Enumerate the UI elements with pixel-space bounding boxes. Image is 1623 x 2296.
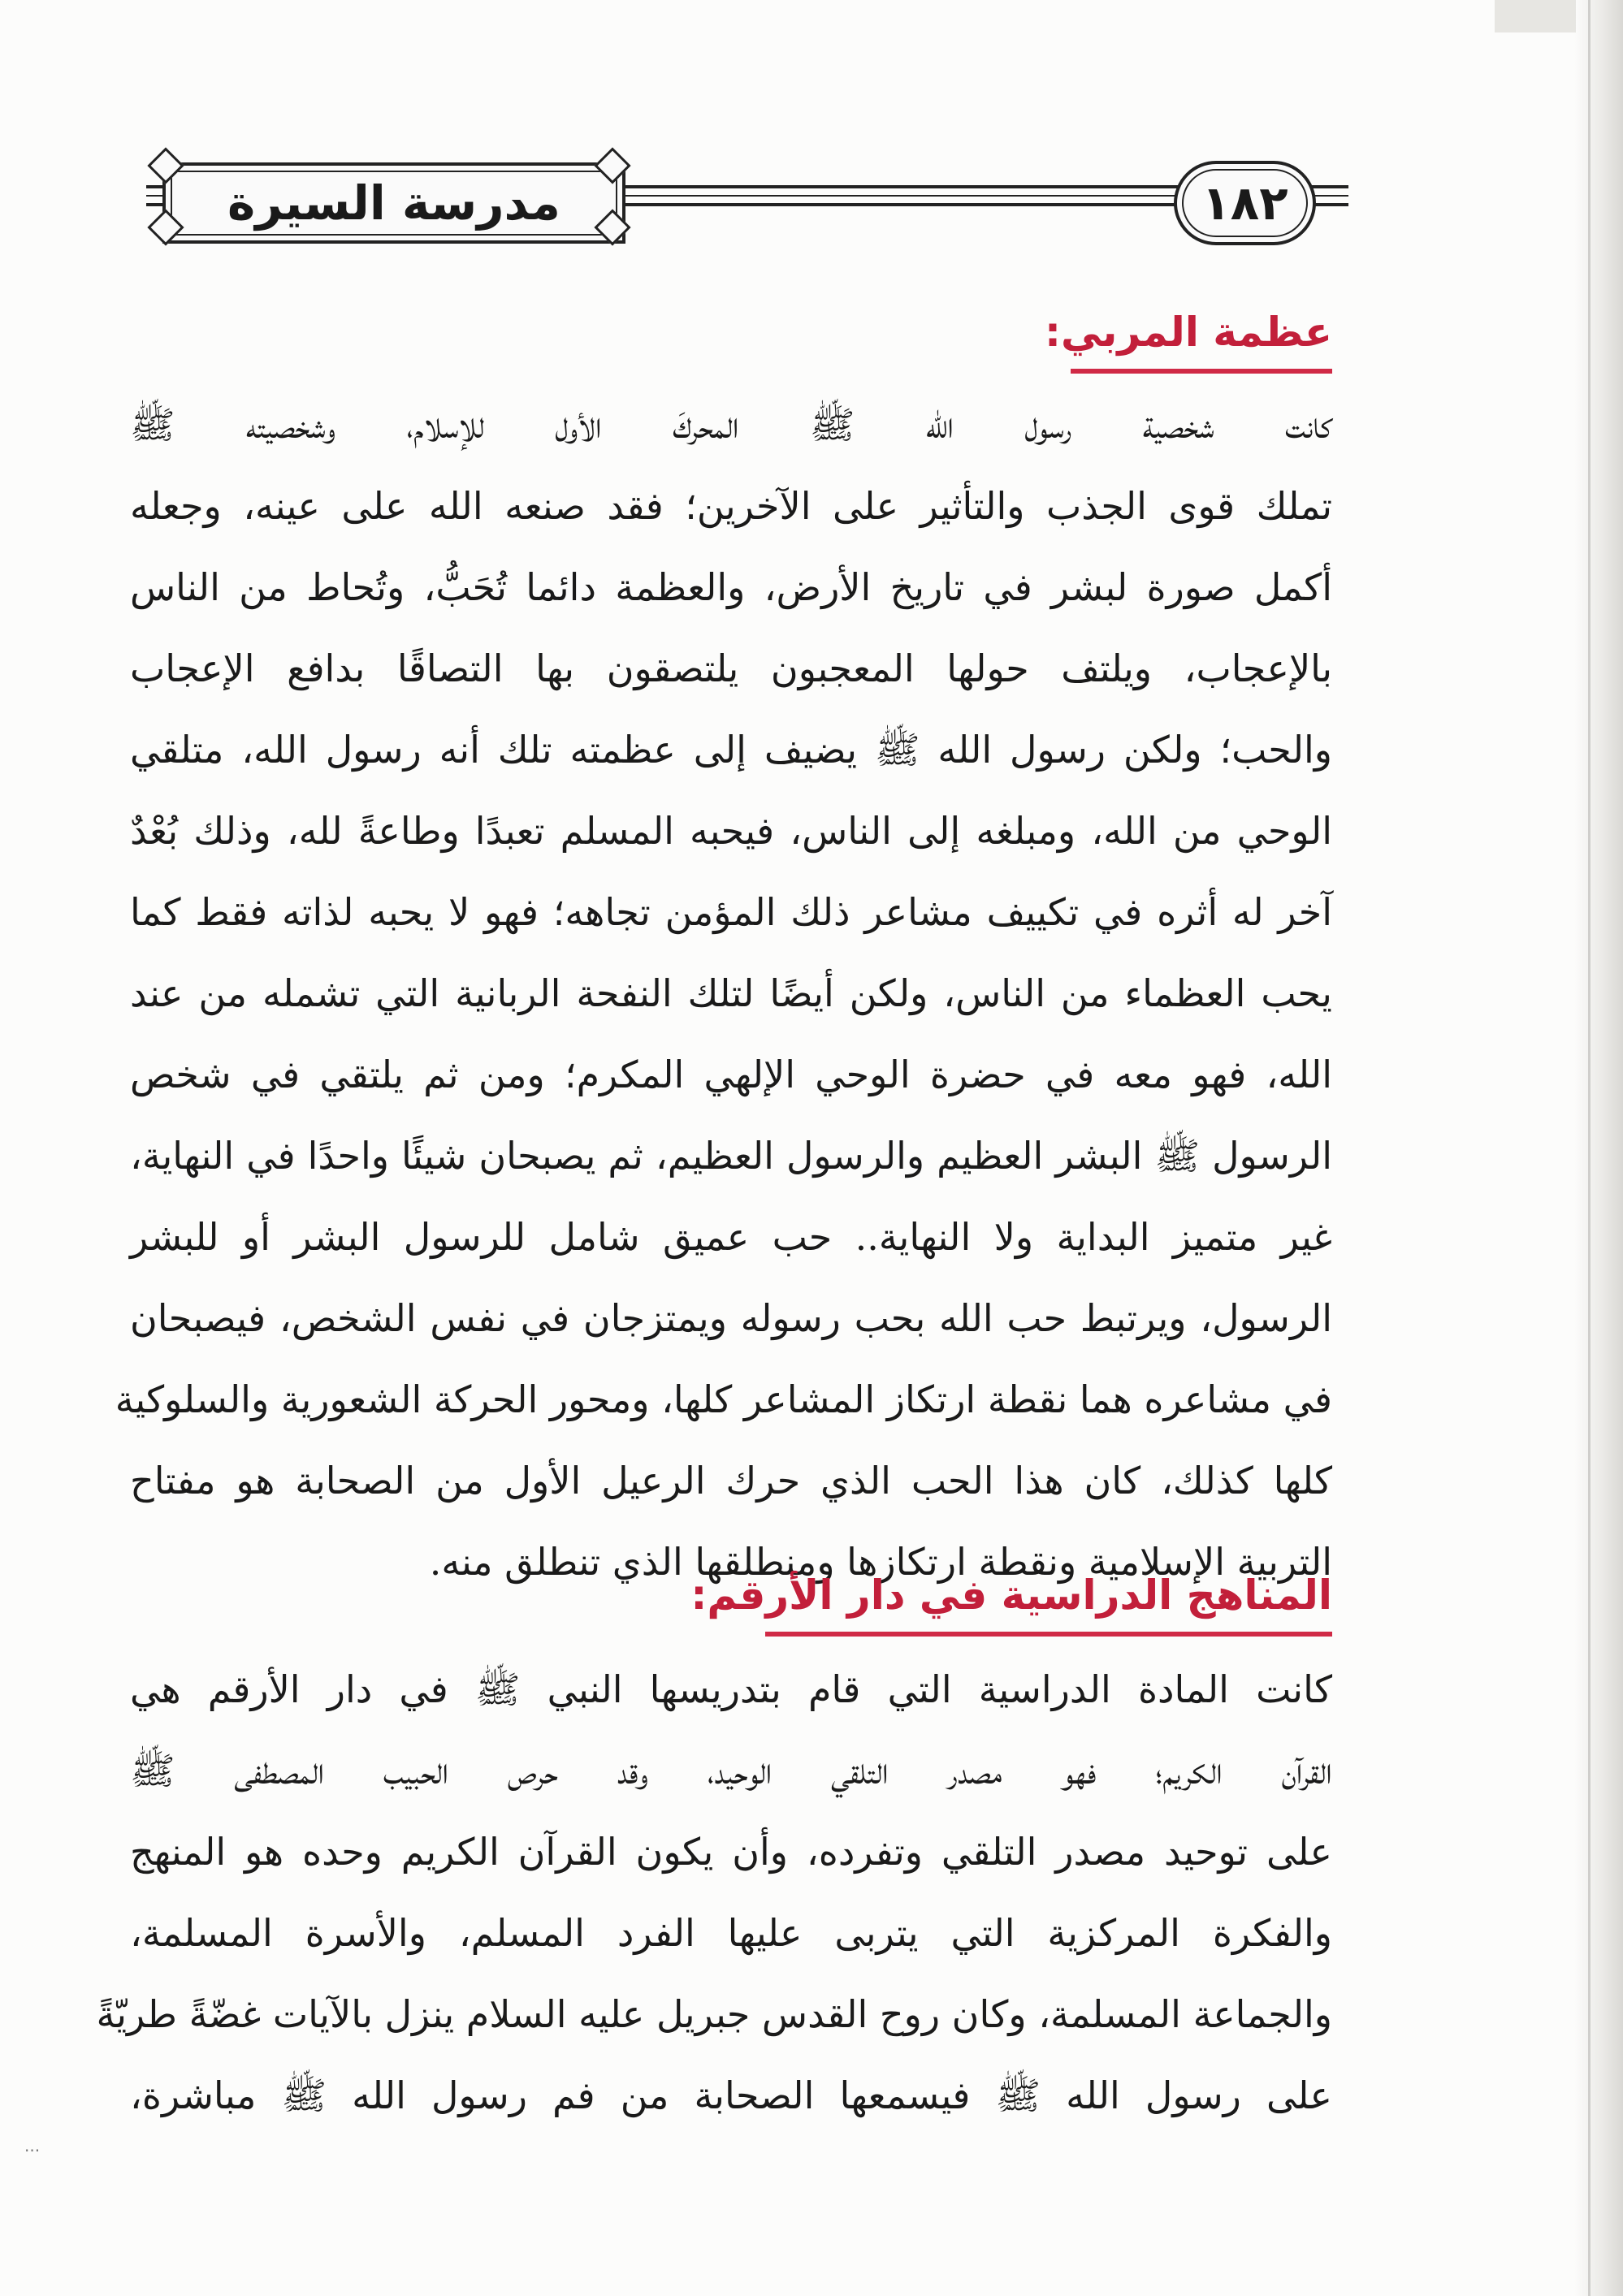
- text-line: الرسول ﷺ البشر العظيم والرسول العظيم، ثم يصبحان شيئًا واحدًا في النهاية،: [130, 1134, 1332, 1178]
- text-line: بالإعجاب، ويلتف حولها المعجبون يلتصقون بها التصاقًا بدافع الإعجاب: [130, 646, 1332, 690]
- page-number: ١٨٢: [1201, 175, 1288, 231]
- running-title: مدرسة السيرة: [227, 175, 560, 231]
- running-title-frame: [162, 162, 625, 244]
- text-line: على توحيد مصدر التلقي وتفرده، وأن يكون القرآن الكريم وحده هو المنهج: [130, 1830, 1332, 1874]
- section1-body: [115, 384, 1332, 1602]
- text-line: أكمل صورة لبشر في تاريخ الأرض، والعظمة دائما تُحَبُّ، وتُحاط من الناس: [130, 565, 1332, 609]
- section-heading-underline: [765, 1632, 1332, 1637]
- text-line: القرآن الكريم؛ فهو مصدر التلقي الوحيد، وقد حرص الحبيب المصطفى ﷺ: [130, 1749, 1332, 1792]
- text-line: والحب؛ ولكن رسول الله ﷺ يضيف إلى عظمته تلك أنه رسول الله، متلقي: [130, 728, 1332, 772]
- page-number-badge: [1174, 161, 1316, 245]
- text-line: غير متميز البداية ولا النهاية.. حب عميق شامل للرسول البشر أو للبشر: [130, 1215, 1332, 1259]
- text-line: كلها كذلك، كان هذا الحب الذي حرك الرعيل الأول من الصحابة هو مفتاح: [130, 1459, 1332, 1503]
- text-line: والجماعة المسلمة، وكان روح القدس جبريل عليه السلام ينزل بالآيات غضّةً طريّةً: [96, 1992, 1332, 2036]
- text-line: والفكرة المركزية التي يتربى عليها الفرد المسلم، والأسرة المسلمة،: [130, 1911, 1332, 1955]
- scan-mark: ...: [24, 2136, 41, 2155]
- text-line: التربية الإسلامية ونقطة ارتكازها ومنطلقها الذي تنطلق منه.: [429, 1540, 1332, 1584]
- text-line: كانت المادة الدراسية التي قام بتدريسها النبي ﷺ في دار الأرقم هي: [130, 1667, 1332, 1711]
- text-line: الله، فهو معه في حضرة الوحي الإلهي المكرم؛ ومن ثم يلتقي في شخص: [130, 1053, 1332, 1096]
- text-line: في مشاعره هما نقطة ارتكاز المشاعر كلها، ومحور الحركة الشعورية والسلوكية: [115, 1377, 1332, 1421]
- section-heading-underline: [1071, 369, 1332, 374]
- text-line: تملك قوى الجذب والتأثير على الآخرين؛ فقد صنعه الله على عينه، وجعله: [130, 484, 1332, 528]
- text-line: كانت شخصية رسول الله ﷺ المحركَ الأول للإسلام، وشخصيته ﷺ: [130, 403, 1332, 447]
- text-line: على رسول الله ﷺ فيسمعها الصحابة من فم رسول الله ﷺ مباشرة،: [130, 2073, 1332, 2117]
- page-edge-line: [1588, 0, 1591, 2296]
- section2-body: [96, 1649, 1332, 2136]
- text-line: يحب العظماء من الناس، ولكن أيضًا لتلك النفحة الربانية التي تشمله من عند: [130, 971, 1332, 1015]
- page-edge-shadow: [1574, 0, 1623, 2296]
- text-line: الوحي من الله، ومبلغه إلى الناس، فيحبه المسلم تعبدًا وطاعةً لله، وذلك بُعْدٌ: [130, 809, 1332, 853]
- text-line: آخر له أثره في تكييف مشاعر ذلك المؤمن تجاهه؛ فهو لا يحبه لذاته فقط كما: [130, 890, 1332, 934]
- text-line: الرسول، ويرتبط حب الله بحب رسوله ويمتزجان في نفس الشخص، فيصبحان: [130, 1296, 1332, 1340]
- page-edge-corner: [1495, 0, 1576, 32]
- section-heading-curricula: المناهج الدراسية في دار الأرقم:: [690, 1572, 1332, 1619]
- section-heading-educator: عظمة المربي:: [1044, 309, 1332, 356]
- page-header: [146, 138, 1348, 268]
